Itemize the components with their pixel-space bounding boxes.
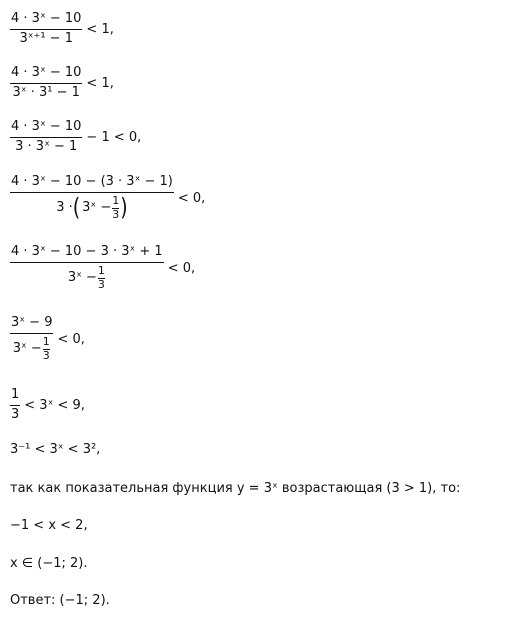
inequality-powers: 3⁻¹ < 3ˣ < 3², [10, 442, 101, 457]
fraction-3 [10, 120, 82, 155]
step-12 [10, 594, 110, 607]
step-1 [10, 12, 114, 47]
relation-2: < 1, [86, 75, 114, 91]
explanation-text: так как показательная функция y = 3ˣ возрастающая (3 > 1), то: [10, 481, 461, 496]
fraction-7 [10, 388, 20, 423]
one-third-6-den: 3 [42, 348, 50, 362]
numerator-6: 3ˣ − 9 [11, 315, 53, 330]
step-2 [10, 66, 114, 101]
fraction-1 [10, 12, 82, 47]
denominator-3: 3 · 3ˣ − 1 [15, 138, 78, 154]
step-9 [10, 482, 460, 495]
numerator-7: 1 [11, 387, 20, 402]
relation-3: − 1 < 0, [86, 129, 142, 145]
answer: Ответ: (−1; 2). [10, 593, 110, 608]
solution-set: x ∈ (−1; 2). [10, 556, 88, 571]
denominator-4 [55, 193, 128, 221]
numerator-2: 4 · 3ˣ − 10 [11, 65, 82, 80]
numerator-4: 4 · 3ˣ − 10 − (3 · 3ˣ − 1) [11, 174, 173, 189]
one-third-4-num: 1 [112, 193, 120, 207]
inequality-x: −1 < x < 2, [10, 518, 88, 533]
one-third-4 [112, 195, 119, 221]
step-3 [10, 120, 141, 155]
denominator-7: 3 [11, 406, 20, 422]
step-7 [10, 388, 85, 423]
one-third-4-den: 3 [112, 207, 120, 221]
denominator-4-mid: 3ˣ − [82, 199, 112, 215]
step-5 [10, 245, 195, 291]
fraction-5 [10, 245, 164, 291]
step-10 [10, 519, 88, 532]
one-third-6 [43, 336, 50, 362]
fraction-6 [10, 316, 53, 362]
close-paren: ) [120, 193, 128, 222]
open-paren: ( [72, 193, 81, 222]
relation-6: < 0, [57, 331, 85, 347]
step-8 [10, 443, 100, 456]
relation-7: < 3ˣ < 9, [24, 397, 85, 413]
denominator-5-prefix: 3ˣ − [67, 269, 97, 285]
relation-1: < 1, [86, 21, 114, 37]
one-third-5-den: 3 [97, 277, 105, 291]
denominator-6-prefix: 3ˣ − [12, 340, 42, 356]
numerator-1: 4 · 3ˣ − 10 [11, 11, 82, 26]
step-11 [10, 557, 88, 570]
denominator-2: 3ˣ · 3¹ − 1 [12, 84, 80, 100]
numerator-5: 4 · 3ˣ − 10 − 3 · 3ˣ + 1 [11, 244, 163, 259]
denominator-6 [12, 334, 52, 362]
relation-4: < 0, [177, 190, 206, 206]
denominator-4-prefix: 3 · [56, 199, 73, 215]
one-third-5-num: 1 [97, 263, 105, 277]
one-third-6-num: 1 [42, 334, 50, 348]
step-4 [10, 175, 205, 221]
denominator-1: 3ˣ⁺¹ − 1 [19, 30, 73, 46]
fraction-4 [10, 175, 174, 221]
relation-5: < 0, [167, 260, 196, 276]
step-6 [10, 316, 85, 362]
fraction-2 [10, 66, 82, 101]
one-third-5 [98, 265, 105, 291]
denominator-5 [67, 263, 107, 291]
numerator-3: 4 · 3ˣ − 10 [11, 119, 82, 134]
